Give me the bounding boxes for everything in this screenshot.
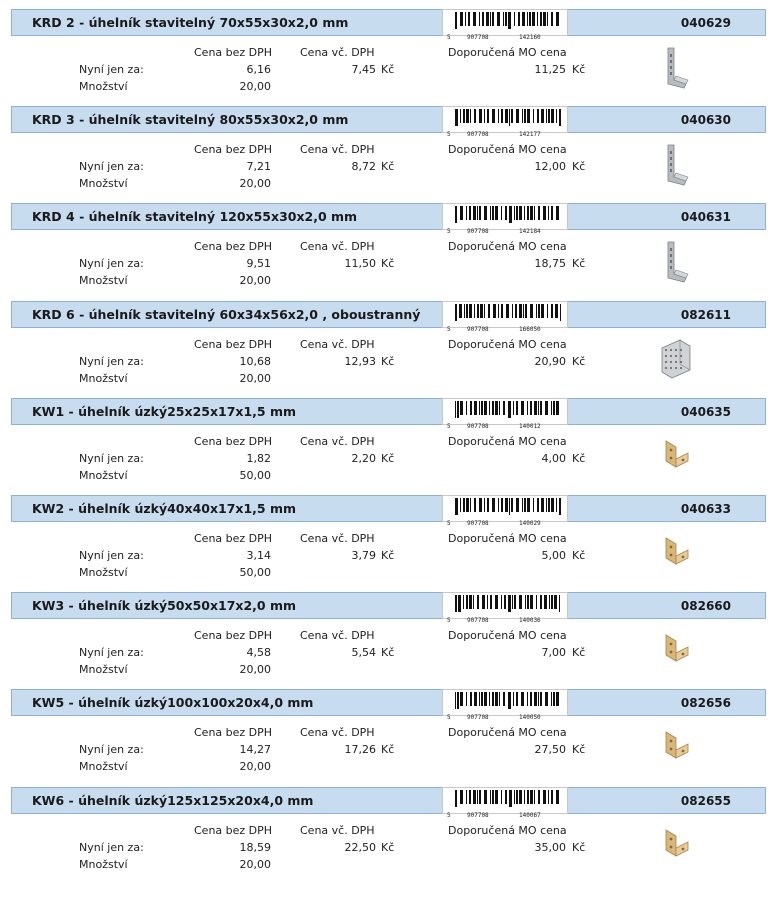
barcode-digit-right: 142184: [519, 228, 541, 236]
label-quantity: Množství: [79, 274, 128, 288]
recommended-value: 27,50: [534, 743, 566, 757]
product-title[interactable]: KRD 4 - úhelník stavitelný 120x55x30x2,0 mm: [32, 209, 358, 225]
label-price-incl: Cena vč. DPH: [300, 434, 375, 448]
label-now-only: Nyní jen za:: [79, 160, 144, 174]
product-header[interactable]: [11, 689, 766, 722]
price-incl-value: 5,54: [351, 646, 376, 660]
barcode-bars: [443, 302, 567, 322]
price-excl-value: 1,82: [246, 451, 271, 465]
currency-recommended: Kč: [572, 160, 586, 174]
recommended-value: 5,00: [541, 549, 566, 562]
steel-angle-bracket-icon[interactable]: [658, 44, 694, 90]
product-header[interactable]: [11, 495, 766, 527]
label-now-only: Nyní jen za:: [79, 63, 144, 76]
barcode-bars: [443, 204, 567, 224]
label-price-incl: Cena vč. DPH: [300, 823, 375, 837]
barcode-digit-left: 907708: [467, 131, 489, 139]
barcode-digit-right: 166050: [519, 325, 541, 333]
product-row: [0, 583, 777, 680]
barcode-digit-left: 907708: [467, 228, 489, 236]
label-quantity: Množství: [79, 80, 128, 93]
quantity-value: 20,00: [239, 371, 271, 385]
product-header[interactable]: [11, 301, 766, 333]
label-recommended: Doporučená MO cena: [448, 46, 567, 59]
product-header[interactable]: [11, 398, 766, 430]
label-quantity: Množství: [79, 663, 128, 677]
brass-narrow-angle-icon[interactable]: [658, 627, 694, 673]
label-recommended: Doporučená MO cena: [448, 143, 567, 157]
barcode-digit-prefix: 5: [447, 131, 451, 139]
barcode-digit-right: 140012: [519, 422, 541, 430]
product-title[interactable]: KW3 - úhelník úzký50x50x17x2,0 mm: [32, 598, 297, 614]
price-incl-value: 11,50: [344, 257, 376, 271]
currency-recommended: Kč: [572, 549, 586, 562]
product-row: [0, 486, 777, 583]
product-header[interactable]: [11, 787, 766, 819]
label-price-excl: Cena bez DPH: [194, 240, 273, 254]
barcode-digit-right: 140029: [519, 520, 541, 527]
label-recommended: Doporučená MO cena: [448, 823, 567, 837]
product-header[interactable]: [11, 9, 766, 41]
product-title[interactable]: KRD 2 - úhelník stavitelný 70x55x30x2,0 mm: [32, 15, 349, 30]
label-price-excl: Cena bez DPH: [194, 337, 273, 351]
price-excl-value: 10,68: [239, 354, 271, 368]
label-quantity: Množství: [79, 857, 128, 871]
brass-narrow-angle-icon[interactable]: [658, 822, 694, 868]
label-recommended: Doporučená MO cena: [448, 240, 567, 254]
currency-recommended: Kč: [572, 451, 586, 465]
currency-incl: Kč: [381, 743, 395, 757]
barcode-digit-left: 907708: [467, 325, 489, 333]
brass-narrow-angle-icon[interactable]: [658, 433, 694, 479]
product-code: 082660: [680, 599, 731, 614]
recommended-value: 12,00: [534, 160, 566, 174]
product-code: 040630: [680, 113, 731, 128]
barcode-digit-prefix: 5: [447, 811, 451, 819]
label-quantity: Množství: [79, 371, 128, 385]
barcode-digit-prefix: 5: [447, 617, 451, 625]
label-now-only: Nyní jen za:: [79, 257, 144, 271]
barcode-digit-left: 907708: [467, 617, 489, 625]
quantity-value: 20,00: [239, 274, 271, 288]
product-code: 082656: [680, 696, 731, 711]
label-price-incl: Cena vč. DPH: [300, 240, 375, 254]
product-row: [0, 194, 777, 291]
price-incl-value: 17,26: [344, 743, 376, 757]
price-incl-value: 8,72: [351, 160, 376, 174]
product-title[interactable]: KW5 - úhelník úzký100x100x20x4,0 mm: [32, 695, 314, 711]
currency-incl: Kč: [381, 354, 395, 368]
currency-recommended: Kč: [572, 840, 586, 854]
recommended-value: 11,25: [534, 63, 566, 76]
currency-recommended: Kč: [572, 63, 586, 76]
product-title[interactable]: KRD 6 - úhelník stavitelný 60x34x56x2,0 , oboustranný: [32, 306, 421, 322]
recommended-value: 4,00: [541, 451, 566, 465]
barcode: [442, 592, 568, 625]
label-price-incl: Cena vč. DPH: [300, 532, 375, 545]
barcode-bars: [443, 690, 567, 710]
label-price-incl: Cena vč. DPH: [300, 143, 375, 157]
product-code: 082655: [680, 793, 731, 808]
price-excl-value: 9,51: [246, 257, 271, 271]
currency-incl: Kč: [381, 451, 395, 465]
barcode-bars: [443, 788, 567, 808]
label-now-only: Nyní jen za:: [79, 646, 144, 660]
product-code: 040629: [680, 16, 731, 30]
label-recommended: Doporučená MO cena: [448, 337, 567, 351]
price-incl-value: 22,50: [344, 840, 376, 854]
quantity-value: 20,00: [239, 760, 271, 774]
price-excl-value: 3,14: [246, 549, 271, 562]
label-now-only: Nyní jen za:: [79, 354, 144, 368]
product-code: 040631: [680, 210, 731, 225]
label-now-only: Nyní jen za:: [79, 743, 144, 757]
label-price-excl: Cena bez DPH: [194, 46, 273, 59]
price-excl-value: 4,58: [246, 646, 271, 660]
recommended-value: 7,00: [541, 646, 566, 660]
barcode-bars: [443, 593, 567, 613]
quantity-value: 50,00: [239, 566, 271, 579]
barcode-digit-right: 140067: [519, 811, 541, 819]
price-excl-value: 6,16: [246, 63, 271, 76]
currency-recommended: Kč: [572, 743, 586, 757]
quantity-value: 20,00: [239, 80, 271, 93]
steel-angle-bracket-icon[interactable]: [658, 238, 694, 284]
currency-incl: Kč: [381, 549, 395, 562]
barcode-bars: [443, 496, 567, 516]
label-now-only: Nyní jen za:: [79, 549, 144, 562]
price-incl-value: 7,45: [351, 63, 376, 76]
barcode-digit-right: 140050: [519, 714, 541, 722]
product-row: [0, 292, 777, 389]
brass-narrow-angle-icon[interactable]: [658, 724, 694, 770]
label-recommended: Doporučená MO cena: [448, 629, 567, 643]
product-row: [0, 97, 777, 194]
product-row: [0, 778, 777, 875]
label-price-excl: Cena bez DPH: [194, 726, 273, 740]
brass-narrow-angle-icon[interactable]: [658, 530, 694, 576]
product-row: [0, 0, 777, 97]
price-excl-value: 18,59: [239, 840, 271, 854]
barcode-digit-right: 142160: [519, 34, 541, 41]
label-quantity: Množství: [79, 566, 128, 579]
barcode: [442, 398, 568, 430]
barcode-bars: [443, 107, 567, 127]
barcode: [442, 301, 568, 333]
product-title[interactable]: KW1 - úhelník úzký25x25x17x1,5 mm: [32, 403, 297, 419]
barcode-digit-left: 907708: [467, 34, 489, 41]
label-price-incl: Cena vč. DPH: [300, 46, 375, 59]
label-now-only: Nyní jen za:: [79, 451, 144, 465]
currency-recommended: Kč: [572, 257, 586, 271]
barcode: [442, 495, 568, 527]
barcode-digit-left: 907708: [467, 422, 489, 430]
label-quantity: Množství: [79, 177, 128, 191]
currency-incl: Kč: [381, 160, 395, 174]
product-header[interactable]: [11, 592, 766, 625]
currency-incl: Kč: [381, 646, 395, 660]
barcode-digit-prefix: 5: [447, 34, 451, 41]
barcode-digit-right: 140036: [519, 617, 541, 625]
barcode: [442, 689, 568, 722]
product-header[interactable]: [11, 203, 766, 236]
barcode: [442, 106, 568, 139]
currency-incl: Kč: [381, 257, 395, 271]
barcode: [442, 203, 568, 236]
product-code: 082611: [680, 307, 731, 322]
label-price-excl: Cena bez DPH: [194, 532, 273, 545]
label-quantity: Množství: [79, 468, 128, 482]
label-price-incl: Cena vč. DPH: [300, 726, 375, 740]
price-incl-value: 2,20: [351, 451, 376, 465]
barcode-digit-prefix: 5: [447, 228, 451, 236]
currency-recommended: Kč: [572, 354, 586, 368]
label-quantity: Množství: [79, 760, 128, 774]
label-price-excl: Cena bez DPH: [194, 823, 273, 837]
barcode-bars: [443, 10, 567, 30]
quantity-value: 20,00: [239, 177, 271, 191]
perforated-plate-bracket-icon[interactable]: [658, 336, 694, 382]
label-price-excl: Cena bez DPH: [194, 143, 273, 157]
product-title[interactable]: KW2 - úhelník úzký40x40x17x1,5 mm: [32, 501, 297, 516]
price-excl-value: 7,21: [246, 160, 271, 174]
product-title[interactable]: KRD 3 - úhelník stavitelný 80x55x30x2,0 mm: [32, 112, 349, 128]
steel-angle-bracket-icon[interactable]: [658, 141, 694, 187]
label-recommended: Doporučená MO cena: [448, 532, 567, 545]
barcode-digit-prefix: 5: [447, 714, 451, 722]
currency-incl: Kč: [381, 840, 395, 854]
product-row: [0, 680, 777, 777]
barcode-digit-prefix: 5: [447, 325, 451, 333]
product-row: [0, 389, 777, 486]
barcode-digit-left: 907708: [467, 811, 489, 819]
recommended-value: 20,90: [534, 354, 566, 368]
currency-incl: Kč: [381, 63, 395, 76]
recommended-value: 18,75: [534, 257, 566, 271]
price-incl-value: 12,93: [344, 354, 376, 368]
label-recommended: Doporučená MO cena: [448, 434, 567, 448]
product-header[interactable]: [11, 106, 766, 139]
price-excl-value: 14,27: [239, 743, 271, 757]
label-now-only: Nyní jen za:: [79, 840, 144, 854]
barcode-digit-right: 142177: [519, 131, 541, 139]
quantity-value: 20,00: [239, 663, 271, 677]
label-price-excl: Cena bez DPH: [194, 434, 273, 448]
price-incl-value: 3,79: [351, 549, 376, 562]
barcode: [442, 9, 568, 41]
quantity-value: 50,00: [239, 468, 271, 482]
product-title[interactable]: KW6 - úhelník úzký125x125x20x4,0 mm: [32, 792, 314, 808]
product-code: 040635: [680, 404, 731, 419]
barcode-digit-left: 907708: [467, 520, 489, 527]
barcode-bars: [443, 399, 567, 419]
barcode: [442, 787, 568, 819]
barcode-digit-prefix: 5: [447, 422, 451, 430]
label-recommended: Doporučená MO cena: [448, 726, 567, 740]
quantity-value: 20,00: [239, 857, 271, 871]
currency-recommended: Kč: [572, 646, 586, 660]
product-code: 040633: [680, 502, 731, 516]
barcode-digit-left: 907708: [467, 714, 489, 722]
label-price-incl: Cena vč. DPH: [300, 337, 375, 351]
label-price-excl: Cena bez DPH: [194, 629, 273, 643]
recommended-value: 35,00: [534, 840, 566, 854]
barcode-digit-prefix: 5: [447, 520, 451, 527]
label-price-incl: Cena vč. DPH: [300, 629, 375, 643]
